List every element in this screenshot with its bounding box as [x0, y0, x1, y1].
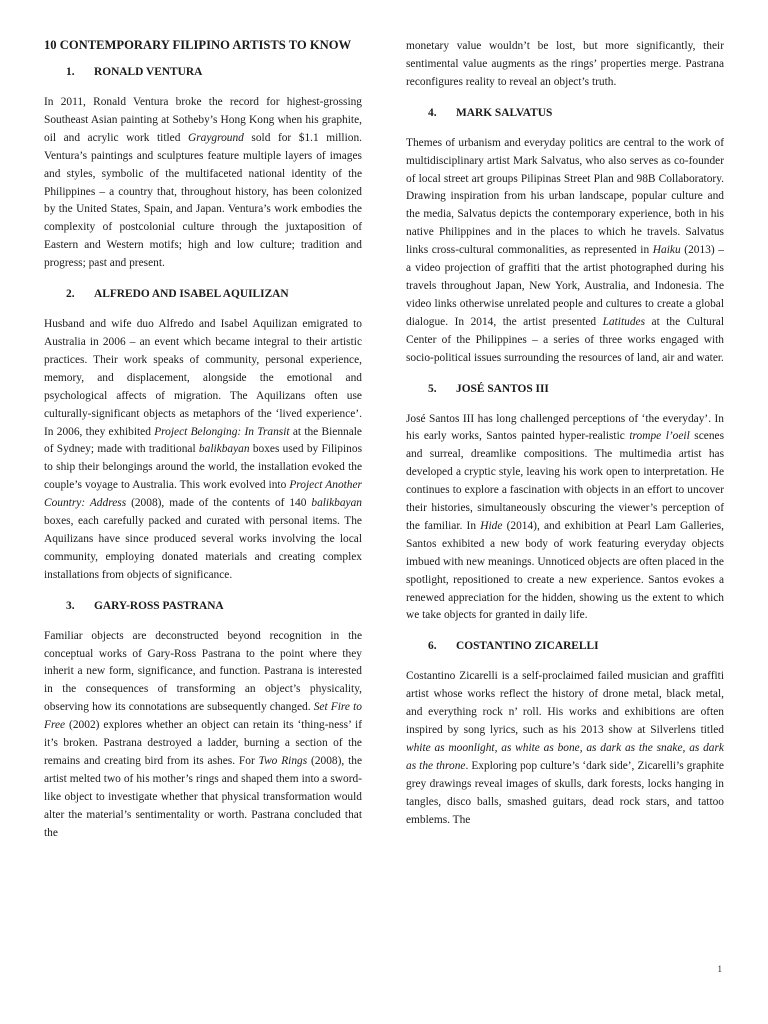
right-column — [406, 38, 724, 844]
section-paragraph-3: Familiar objects are deconstructed beyond recognition in the conceptual works of Gary-Ross Pastrana to the point where they inherit a new form, significance, and function. Pastrana is interested in the consequences of transforming an object’s physicality, observing how its connotations are subsequently changed. Set Fire to Free (2002) explores whether an object can retain its ‘thing-ness’ if it’s broken. Pastrana destroyed a ladder, burning a section of the remains and creating bird from its ashes. For Two Rings (2008), the artist melted two of his mother’s rings and shaped them into a sword-like object to investigate whether that physical transformation would alter the material’s sentimentality or worth. Pastrana concluded that the — [44, 629, 363, 839]
section-heading-4: 4. MARK SALVATUS — [428, 106, 553, 119]
section-heading-3: 3. GARY-ROSS PASTRANA — [66, 599, 224, 612]
section-paragraph-4: Themes of urbanism and everyday politics are central to the work of multidisciplinary artist Mark Salvatus, who also serves as co-founder of local street art groups Pilipinas Street Plan and 98B Collaboratory. Drawing inspiration from his urban landscape, popular culture and the media, Salvatus depicts the contemporary experience, both in his native Philippines and in the places to which he travels. Salvatus links cross-cultural commonalities, as represented in Haiku (2013) – a video projection of graffiti that the artist photographed during his travels throughout Japan, New York, Australia, and Indonesia. The video links otherwise unrelated people and cultures to create a global dialogue. In 2014, the artist presented Latitudes at the Cultural Center of the Philippines – a series of three works engaged with socio-political issues surrounding the resources of land, air and water. — [406, 136, 725, 364]
section-paragraph-6: Costantino Zicarelli is a self-proclaimed failed musician and graffiti artist whose works reflect the history of drone metal, black metal, and everything rock n’ roll. His works and exhibitions are often inspired by song lyrics, such as his 2013 show at Silverlens titled white as moonlight, as white as bone, as dark as the snake, as dark as the throne. Exploring pop culture’s ‘dark side’, Zicarelli’s graphite grey drawings reveal images of skulls, dark forests, locks hanging in tangles, disco balls, smashed guitars, dead rock stars, and tattoo emblems. The — [406, 670, 724, 826]
section-heading-1: 1. RONALD VENTURA — [66, 66, 203, 78]
page-number: 1 — [717, 964, 722, 974]
section-paragraph-2: Husband and wife duo Alfredo and Isabel Aquilizan emigrated to Australia in 2006 – an event which became integral to their artistic practices. Their work speaks of community, personal experience, memory, and displacement, alongside the emotional and psychological affects of migration. The Aquilizans often use culturally-significant objects as metaphors of the ‘lived experience’. In 2006, they exhibited Project Belonging: In Transit at the Biennale of Sydney; made with traditional balikbayan boxes used by Filipinos to ship their belongings around the world, the installation evoked the couple’s voyage to Australia. This work evolved into Project Another Country: Address (2008), made of the contents of 140 balikbayan boxes, each carefully packed and curated with personal items. The Aquilizans have since produced several works involving the local community, employing donated materials and creating complex installations from objects of significance. — [44, 318, 362, 581]
document-title: 10 CONTEMPORARY FILIPINO ARTISTS TO KNOW — [44, 38, 352, 52]
section-heading-5: 5. JOSÉ SANTOS III — [428, 382, 549, 395]
section-paragraph-1: In 2011, Ronald Ventura broke the record for highest-grossing Southeast Asian painting at Sotheby’s Hong Kong when his graphite, oil and acrylic work titled Grayground sold for $1.1 million. Ventura’s paintings and sculptures feature multiple layers of images and styles, symbolic of the multifaceted national identity of the Philippines – a country that, throughout history, has been colonized by the United States, Spain, and Japan. Ventura’s work embodies the complexity of postcolonial culture through the juxtaposition of Eastern and Western motifs; high and low culture; tradition and progress; past and present. — [44, 96, 362, 270]
section-heading-2: 2. ALFREDO AND ISABEL AQUILIZAN — [66, 288, 289, 301]
section-heading-6: 6. COSTANTINO ZICARELLI — [428, 640, 599, 653]
left-column — [44, 36, 362, 843]
section-paragraph-5: José Santos III has long challenged perceptions of ‘the everyday’. In his early works, Santos painted hyper-realistic trompe l’oeil scenes and surreal, dreamlike compositions. The multimedia artist has developed a cryptic style, leaving his work open to interpretation. He continues to explore a fascination with objects in an effort to uncover their histories, simultaneously obscuring the viewer’s perception of the familiar. In Hide (2014), and exhibition at Pearl Lam Galleries, Santos exhibited a new body of work featuring everyday objects imbued with new meanings. Unnoticed objects are often placed in the spotlight, repositioned to create a new experience. Santos evokes a renewed appreciation for the hidden, showing us the extent to which we take objects for granted in daily life. — [406, 412, 725, 622]
section-paragraph-3-continued: monetary value wouldn’t be lost, but more significantly, their sentimental value augments as the rings’ properties merge. Pastrana reconfigures reality to reveal an object’s truth. — [406, 40, 724, 88]
